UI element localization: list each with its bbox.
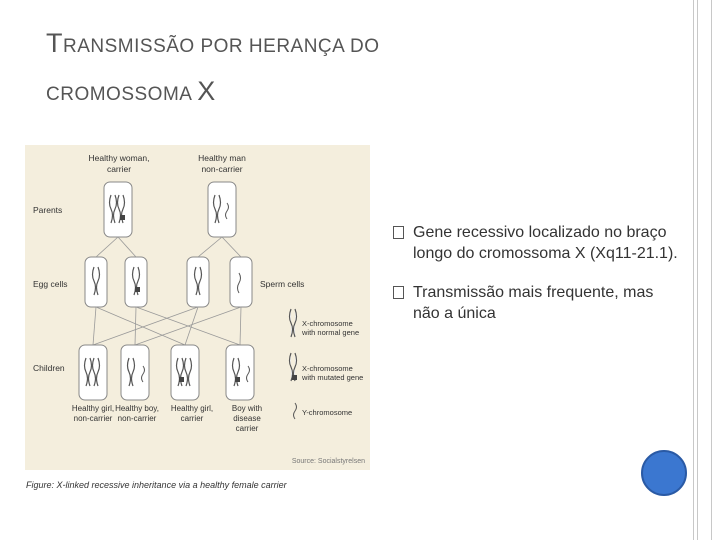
child-label: Healthy boy, <box>115 404 159 413</box>
child-label: carrier <box>235 424 259 433</box>
figure-caption: Figure: X-linked recessive inheritance via a healthy female carrier <box>26 480 287 490</box>
sperm-cell <box>230 257 252 307</box>
header-text: non-carrier <box>201 164 243 174</box>
child-label: carrier <box>180 414 204 423</box>
child-label: non-carrier <box>73 414 113 423</box>
inheritance-figure <box>25 145 370 470</box>
header-text: carrier <box>106 164 132 174</box>
slide-title-line-1 <box>46 28 380 59</box>
decor-line <box>697 0 698 540</box>
egg-cell <box>125 257 147 307</box>
sperm-cell <box>187 257 209 307</box>
slide-title-line-2 <box>46 76 216 107</box>
decor-circle-icon <box>641 450 687 496</box>
legend-text: X-chromosome <box>302 364 353 373</box>
title-initial: T <box>46 28 63 58</box>
figure-source: Source: Socialstyrelsen <box>291 458 365 465</box>
row-label: Sperm cells <box>260 279 305 289</box>
legend-text: Y-chromosome <box>302 408 353 417</box>
legend <box>290 309 364 419</box>
decor-line <box>693 0 694 540</box>
egg-cell <box>85 257 107 307</box>
legend-text: X-chromosome <box>302 319 353 328</box>
bullet-item <box>393 282 683 324</box>
parent-father <box>208 182 236 237</box>
child-label: disease <box>233 414 261 423</box>
bullet-box-icon <box>393 286 404 299</box>
child-label: Boy with <box>231 404 263 413</box>
row-label: Children <box>33 363 65 373</box>
bullet-list <box>393 222 683 342</box>
title-final: X <box>197 76 216 106</box>
header-text: Healthy man <box>198 153 246 163</box>
header-text: Healthy woman, <box>88 153 150 163</box>
bullet-text: Transmissão mais frequente, mas não a única <box>413 284 654 322</box>
legend-text: with normal gene <box>302 328 360 337</box>
row-label: Parents <box>33 205 63 215</box>
child-label: Healthy girl, <box>170 404 214 413</box>
decor-line <box>711 0 712 540</box>
child-label: Healthy girl, <box>71 404 115 413</box>
inheritance-diagram <box>25 145 370 470</box>
bullet-item <box>393 222 683 264</box>
bullet-text: Gene recessivo localizado no braço longo do cromossoma X (Xq11-21.1). <box>413 224 678 262</box>
children-cells <box>79 345 254 400</box>
title-rest: RANSMISSÃO POR HERANÇA DO <box>63 36 380 57</box>
legend-text: with mutated gene <box>302 373 364 382</box>
row-label: Egg cells <box>33 279 68 289</box>
inheritance-lines <box>93 237 241 345</box>
parent-mother <box>104 182 132 237</box>
bullet-box-icon <box>393 226 404 239</box>
title-rest-2: CROMOSSOMA <box>46 84 198 105</box>
child-label: non-carrier <box>117 414 157 423</box>
